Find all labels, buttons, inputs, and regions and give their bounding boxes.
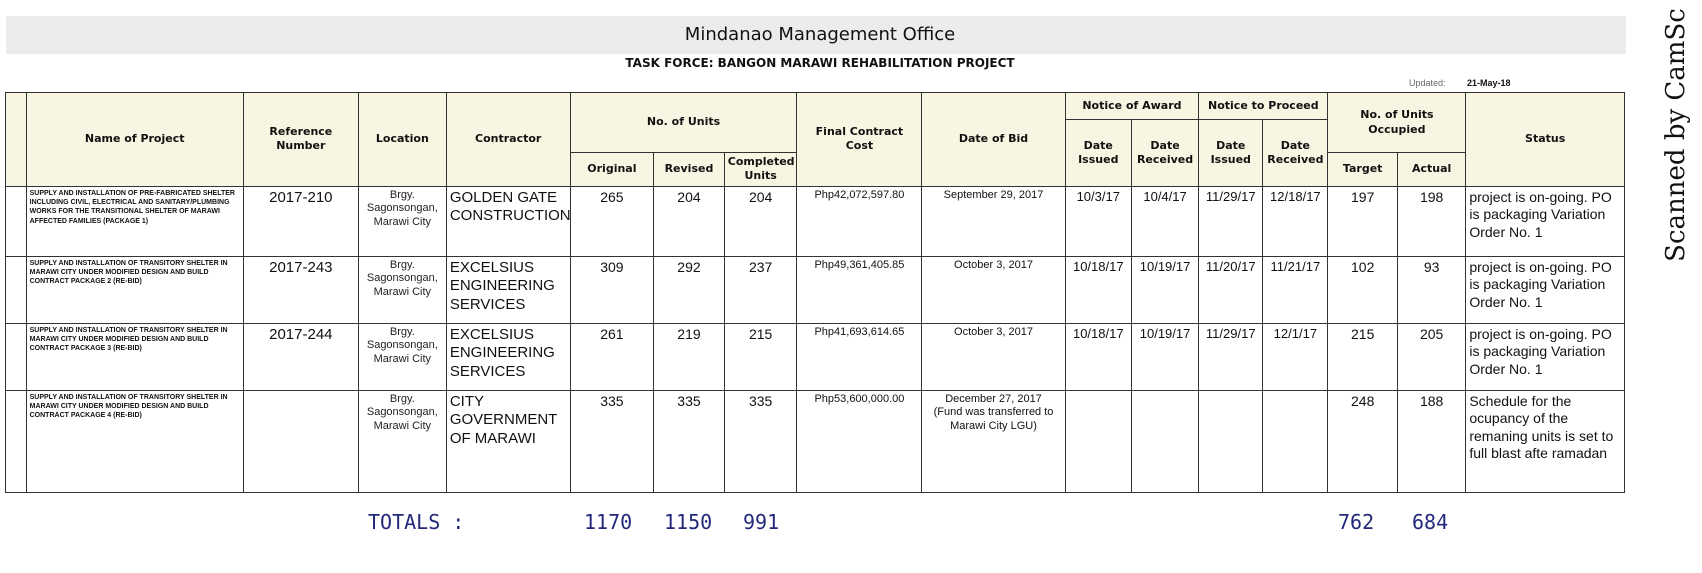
date-of-bid [922, 186, 1065, 256]
bid-date: December 27, 2017 [945, 392, 1042, 405]
col-group-no-of-units: No. of Units [570, 93, 797, 153]
col-date-of-bid: Date of Bid [922, 93, 1065, 187]
row-marker-header [6, 93, 27, 187]
page-subtitle: TASK FORCE: BANGON MARAWI REHABILITATION PROJECT [625, 56, 1015, 70]
location: Brgy. Sagonsongan, Marawi City [358, 323, 446, 390]
occupied-target: 102 [1328, 256, 1397, 323]
col-completed-units: Completed Units [724, 153, 797, 187]
status-text: project is on-going. PO is packaging Variation Order No. 1 [1466, 323, 1625, 390]
date-of-bid [922, 323, 1065, 390]
row-marker [6, 323, 27, 390]
col-ntp-date-issued: Date Issued [1199, 120, 1263, 187]
occupied-actual: 93 [1397, 256, 1465, 323]
total-revised: 1150 [664, 510, 713, 534]
ntp-date-received [1263, 390, 1328, 492]
ntp-date-received: 12/18/17 [1263, 186, 1328, 256]
contractor: GOLDEN GATE CONSTRUCTION [446, 186, 570, 256]
date-of-bid [922, 256, 1065, 323]
ntp-date-issued: 11/29/17 [1199, 323, 1263, 390]
final-contract-cost: Php41,693,614.65 [797, 323, 922, 390]
col-noa-date-issued: Date Issued [1065, 120, 1131, 187]
noa-date-issued: 10/3/17 [1065, 186, 1131, 256]
col-contractor: Contractor [446, 93, 570, 187]
occupied-actual: 188 [1397, 390, 1465, 492]
occupied-actual: 205 [1397, 323, 1465, 390]
updated-date: 21-May-18 [1467, 78, 1511, 88]
contractor: CITY GOVERNMENT OF MARAWI [446, 390, 570, 492]
units-completed: 204 [724, 186, 797, 256]
units-revised: 219 [654, 323, 725, 390]
col-status: Status [1466, 93, 1625, 187]
project-name: SUPPLY AND INSTALLATION OF TRANSITORY SHELTER IN MARAWI CITY UNDER MODIFIED DESIGN AND BUILD CONTRACT PACKAGE 2 (RE-BID) [26, 256, 243, 323]
project-name: SUPPLY AND INSTALLATION OF PRE-FABRICATED SHELTER INCLUDING CIVIL, ELECTRICAL AND SANITARY/PLUMBING WORKS FOR THE TRANSITIONAL SHELTER OF MARAWI AFFECTED FAMILIES (PACKAGE 1) [26, 186, 243, 256]
ntp-date-issued [1199, 390, 1263, 492]
col-original: Original [570, 153, 654, 187]
occupied-target: 215 [1328, 323, 1397, 390]
total-completed: 991 [743, 510, 780, 534]
contractor: EXCELSIUS ENGINEERING SERVICES [446, 323, 570, 390]
noa-date-issued: 10/18/17 [1065, 323, 1131, 390]
total-target: 762 [1338, 510, 1375, 534]
totals-label: TOTALS : [368, 510, 465, 534]
ntp-date-issued: 11/20/17 [1199, 256, 1263, 323]
total-original: 1170 [584, 510, 633, 534]
occupied-actual: 198 [1397, 186, 1465, 256]
units-revised: 292 [654, 256, 725, 323]
col-final-contract-cost: Final Contract Cost [797, 93, 922, 187]
row-marker [6, 186, 27, 256]
ntp-date-received: 12/1/17 [1263, 323, 1328, 390]
bid-date: October 3, 2017 [954, 325, 1033, 338]
units-original: 265 [570, 186, 654, 256]
units-original: 335 [570, 390, 654, 492]
col-location: Location [358, 93, 446, 187]
location: Brgy. Sagonsongan, Marawi City [358, 256, 446, 323]
bid-date: October 3, 2017 [954, 258, 1033, 271]
units-original: 261 [570, 323, 654, 390]
col-reference-number: Reference Number [243, 93, 358, 187]
reference-number: 2017-210 [243, 186, 358, 256]
bid-note: (Fund was transferred to Marawi City LGU) [933, 406, 1054, 433]
reference-number: 2017-244 [243, 323, 358, 390]
ntp-date-received: 11/21/17 [1263, 256, 1328, 323]
units-revised: 204 [654, 186, 725, 256]
total-actual: 684 [1412, 510, 1449, 534]
final-contract-cost: Php49,361,405.85 [797, 256, 922, 323]
units-revised: 335 [654, 390, 725, 492]
watermark-text: Scanned by CamSc [1661, 8, 1691, 262]
noa-date-received: 10/19/17 [1131, 323, 1198, 390]
col-group-notice-to-proceed: Notice to Proceed [1199, 93, 1328, 120]
projects-table [5, 92, 1625, 493]
reference-number: 2017-243 [243, 256, 358, 323]
col-group-notice-of-award: Notice of Award [1065, 93, 1199, 120]
reference-number [243, 390, 358, 492]
bid-date: September 29, 2017 [943, 188, 1044, 201]
units-completed: 237 [724, 256, 797, 323]
col-target: Target [1328, 153, 1397, 187]
occupied-target: 248 [1328, 390, 1397, 492]
row-marker [6, 390, 27, 492]
occupied-target: 197 [1328, 186, 1397, 256]
status-text: project is on-going. PO is packaging Variation Order No. 1 [1466, 256, 1625, 323]
final-contract-cost: Php42,072,597.80 [797, 186, 922, 256]
project-name: SUPPLY AND INSTALLATION OF TRANSITORY SHELTER IN MARAWI CITY UNDER MODIFIED DESIGN AND BUILD CONTRACT PACKAGE 4 (RE-BID) [26, 390, 243, 492]
col-revised: Revised [654, 153, 725, 187]
col-actual: Actual [1397, 153, 1465, 187]
col-name-of-project: Name of Project [26, 93, 243, 187]
noa-date-received: 10/4/17 [1131, 186, 1198, 256]
table-row [6, 390, 1625, 492]
updated-label: Updated: [1409, 78, 1446, 88]
page-title: Mindanao Management Office [684, 24, 956, 45]
units-original: 309 [570, 256, 654, 323]
table-row [6, 256, 1625, 323]
final-contract-cost: Php53,600,000.00 [797, 390, 922, 492]
date-of-bid [922, 390, 1065, 492]
col-group-units-occupied: No. of Units Occupied [1328, 93, 1466, 153]
status-text: Schedule for the ocupancy of the remaning units is set to full blast afte ramadan [1466, 390, 1625, 492]
table-row [6, 186, 1625, 256]
units-completed: 215 [724, 323, 797, 390]
col-ntp-date-received: Date Received [1263, 120, 1328, 187]
scanner-watermark [1656, 5, 1696, 265]
table-row [6, 323, 1625, 390]
status-text: project is on-going. PO is packaging Variation Order No. 1 [1466, 186, 1625, 256]
project-name: SUPPLY AND INSTALLATION OF TRANSITORY SHELTER IN MARAWI CITY UNDER MODIFIED DESIGN AND BUILD CONTRACT PACKAGE 3 (RE-BID) [26, 323, 243, 390]
location: Brgy. Sagonsongan, Marawi City [358, 186, 446, 256]
noa-date-received: 10/19/17 [1131, 256, 1198, 323]
col-noa-date-received: Date Received [1131, 120, 1198, 187]
noa-date-issued [1065, 390, 1131, 492]
ntp-date-issued: 11/29/17 [1199, 186, 1263, 256]
row-marker [6, 256, 27, 323]
location: Brgy. Sagonsongan, Marawi City [358, 390, 446, 492]
noa-date-received [1131, 390, 1198, 492]
contractor: EXCELSIUS ENGINEERING SERVICES [446, 256, 570, 323]
units-completed: 335 [724, 390, 797, 492]
noa-date-issued: 10/18/17 [1065, 256, 1131, 323]
